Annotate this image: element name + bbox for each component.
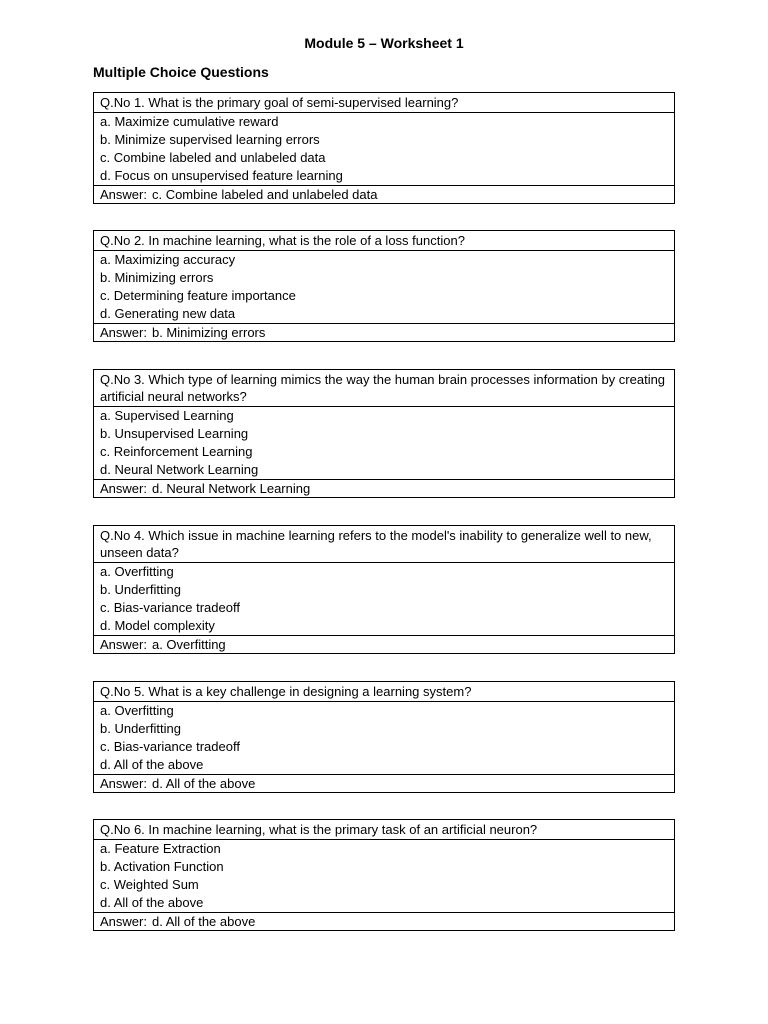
option-a: a. Overfitting — [100, 703, 174, 718]
answer-row — [94, 324, 674, 341]
question-box — [93, 230, 675, 342]
page-title: Module 5 – Worksheet 1 — [304, 35, 464, 51]
answer-label: Answer: — [100, 187, 147, 202]
option-a: a. Feature Extraction — [100, 841, 221, 856]
options-list — [94, 701, 674, 775]
option-a: a. Maximizing accuracy — [100, 252, 236, 267]
option-a: a. Supervised Learning — [100, 408, 234, 423]
answer-text: a. Overfitting — [151, 637, 226, 652]
option-c: c. Reinforcement Learning — [100, 444, 253, 459]
question-box — [93, 369, 675, 498]
answer-label: Answer: — [100, 637, 147, 652]
option-c: c. Combine labeled and unlabeled data — [100, 150, 326, 165]
question-box — [93, 819, 675, 931]
option-c: c. Determining feature importance — [100, 288, 296, 303]
option-b: b. Minimizing errors — [100, 270, 214, 285]
question-box — [93, 92, 675, 204]
question-text: Q.No 6. In machine learning, what is the primary task of an artificial neuron? — [100, 822, 538, 837]
answer-text: d. Neural Network Learning — [151, 481, 311, 496]
answer-text: d. All of the above — [151, 914, 256, 929]
section-title: Multiple Choice Questions — [93, 64, 269, 80]
option-d: d. Generating new data — [100, 306, 236, 321]
option-a: a. Maximize cumulative reward — [100, 114, 279, 129]
option-b: b. Minimize supervised learning errors — [100, 132, 320, 147]
answer-label: Answer: — [100, 776, 147, 791]
question-box — [93, 525, 675, 654]
option-d: d. Neural Network Learning — [100, 462, 259, 477]
option-c: c. Bias-variance tradeoff — [100, 739, 240, 754]
question-text: Q.No 4. Which issue in machine learning refers to the model's inability to generalize well to new, unseen data? — [100, 528, 652, 560]
option-c: c. Weighted Sum — [100, 877, 199, 892]
question-text: Q.No 3. Which type of learning mimics the way the human brain processes information by creating artificial neural networks? — [100, 372, 666, 404]
options-list — [94, 562, 674, 636]
option-d: d. All of the above — [100, 757, 204, 772]
answer-text: b. Minimizing errors — [151, 325, 266, 340]
answer-row — [94, 913, 674, 930]
option-d: d. Model complexity — [100, 618, 215, 633]
option-b: b. Underfitting — [100, 721, 181, 736]
option-d: d. Focus on unsupervised feature learning — [100, 168, 343, 183]
answer-label: Answer: — [100, 481, 147, 496]
options-list — [94, 112, 674, 186]
answer-row — [94, 636, 674, 653]
answer-row — [94, 480, 674, 497]
option-b: b. Activation Function — [100, 859, 224, 874]
option-c: c. Bias-variance tradeoff — [100, 600, 240, 615]
answer-row — [94, 186, 674, 203]
option-a: a. Overfitting — [100, 564, 174, 579]
question-text: Q.No 2. In machine learning, what is the role of a loss function? — [100, 233, 465, 248]
options-list — [94, 839, 674, 913]
option-d: d. All of the above — [100, 895, 204, 910]
option-b: b. Unsupervised Learning — [100, 426, 249, 441]
options-list — [94, 406, 674, 480]
answer-text: d. All of the above — [151, 776, 256, 791]
answer-row — [94, 775, 674, 792]
answer-label: Answer: — [100, 914, 147, 929]
question-text: Q.No 1. What is the primary goal of semi-supervised learning? — [100, 95, 459, 110]
question-box — [93, 681, 675, 793]
option-b: b. Underfitting — [100, 582, 181, 597]
answer-label: Answer: — [100, 325, 147, 340]
options-list — [94, 250, 674, 324]
answer-text: c. Combine labeled and unlabeled data — [151, 187, 378, 202]
question-text: Q.No 5. What is a key challenge in designing a learning system? — [100, 684, 472, 699]
